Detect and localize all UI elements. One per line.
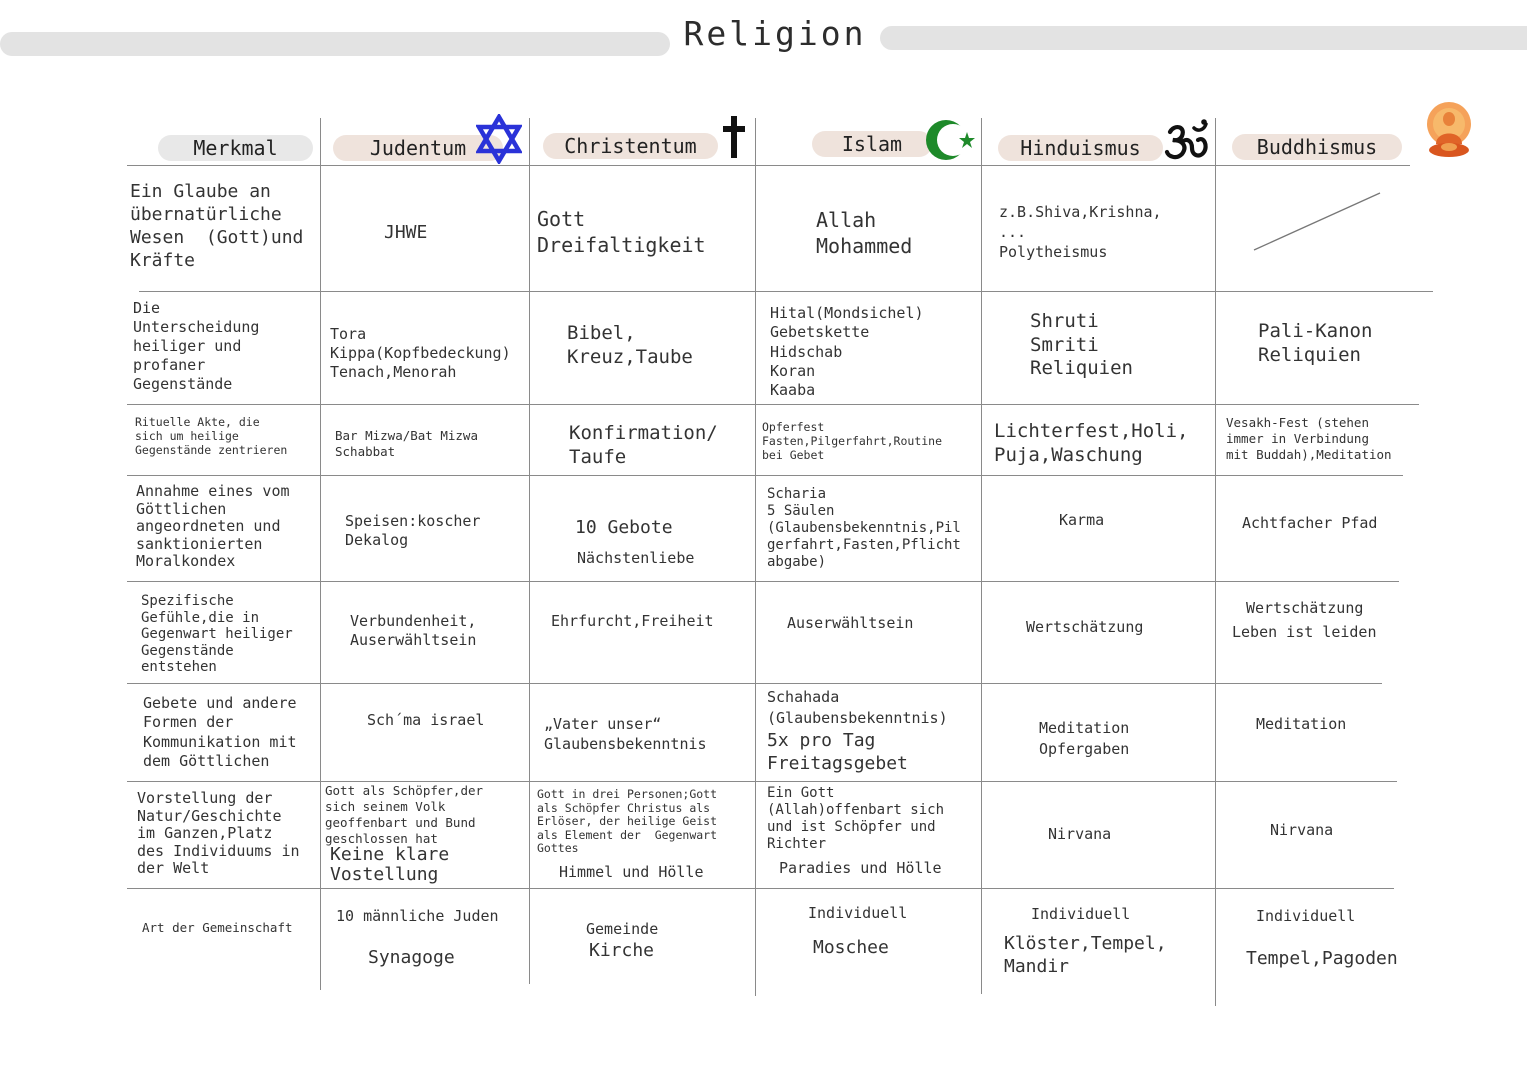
row3-buddhismus: Vesakh-Fest (stehen immer in Verbindung mit Buddah),Meditation: [1226, 415, 1392, 462]
row8-hinduismus-b: Klöster,Tempel, Mandir: [1004, 933, 1167, 977]
header-judentum: Judentum: [333, 135, 503, 161]
row3-judentum: Bar Mizwa/Bat Mizwa Schabbat: [335, 428, 478, 459]
row8-judentum-a: 10 männliche Juden: [336, 907, 499, 925]
header-buddhismus: Buddhismus: [1232, 134, 1402, 160]
row8-islam-b: Moschee: [813, 937, 889, 958]
crescent-star-icon: [924, 116, 978, 164]
row7-merkmal: Vorstellung der Natur/Geschichte im Ganzen,Platz des Individuums in der Welt: [137, 789, 300, 877]
row1-merkmal: Ein Glaube an übernatürliche Wesen (Gott)und Kräfte: [130, 181, 304, 271]
row4-hinduismus: Karma: [1059, 511, 1105, 529]
row2-buddhismus: Pali-Kanon Reliquien: [1258, 320, 1373, 366]
row6-islam-b: 5x pro Tag Freitagsgebet: [767, 730, 908, 774]
row7-hinduismus: Nirvana: [1048, 825, 1112, 843]
latin-cross-icon: [720, 114, 748, 160]
row5-christentum: Ehrfurcht,Freiheit: [551, 612, 714, 630]
row6-judentum: Sch´ma israel: [367, 711, 485, 729]
row2-christentum: Bibel, Kreuz,Taube: [567, 322, 693, 368]
col-divider-1: [320, 118, 321, 990]
row7-christentum-a: Gott in drei Personen;Gott als Schöpfer Christus als Erlöser, der heilige Geist als Element der Gegenwart Gottes: [537, 787, 718, 855]
row-divider-6: [127, 781, 1397, 782]
row1-islam: Allah Mohammed: [816, 208, 913, 258]
col-divider-5: [1215, 118, 1216, 1006]
header-merkmal: Merkmal: [158, 135, 313, 161]
row6-islam-a: Schahada (Glaubensbekenntnis): [767, 688, 948, 727]
row5-hinduismus: Wertschätzung: [1026, 618, 1144, 636]
row7-islam-b: Paradies und Hölle: [779, 859, 942, 877]
row3-christentum: Konfirmation/ Taufe: [569, 422, 718, 468]
row5-buddhismus-a: Wertschätzung: [1246, 599, 1364, 617]
row8-hinduismus-a: Individuell: [1031, 905, 1131, 923]
col-divider-4: [981, 118, 982, 994]
row4-christentum-b: Nächstenliebe: [577, 549, 695, 567]
row7-christentum-b: Himmel und Hölle: [559, 863, 704, 881]
row2-merkmal: Die Unterscheidung heiliger und profaner Gegenstände: [133, 299, 260, 393]
row5-merkmal: Spezifische Gefühle,die in Gegenwart heiliger Gegenstände entstehen: [141, 593, 293, 675]
row1-judentum: JHWE: [384, 222, 428, 243]
row8-christentum-b: Kirche: [589, 940, 655, 961]
header-hinduismus: Hinduismus: [998, 135, 1163, 161]
row-divider-1: [139, 291, 1433, 292]
row7-judentum-a: Gott als Schöpfer,der sich seinem Volk geoffenbart und Bund geschlossen hat: [325, 783, 484, 846]
row6-buddhismus: Meditation: [1256, 715, 1347, 733]
row3-hinduismus: Lichterfest,Holi, Puja,Waschung: [994, 420, 1189, 466]
row1-christentum: Gott Dreifaltigkeit: [537, 207, 706, 257]
row4-buddhismus: Achtfacher Pfad: [1242, 514, 1378, 532]
buddha-icon: [1424, 100, 1474, 160]
row-divider-3: [127, 475, 1403, 476]
row7-buddhismus: Nirvana: [1270, 821, 1334, 839]
empty-cell-slash: [1250, 188, 1385, 254]
row8-buddhismus-a: Individuell: [1256, 907, 1356, 925]
row1-hinduismus: z.B.Shiva,Krishna, ... Polytheismus: [999, 203, 1162, 261]
header-islam: Islam: [812, 131, 932, 157]
om-icon: [1164, 118, 1210, 162]
row3-merkmal: Rituelle Akte, die sich um heilige Gegenstände zentrieren: [135, 415, 288, 457]
row-divider-7: [127, 888, 1394, 889]
row8-merkmal: Art der Gemeinschaft: [142, 920, 293, 935]
row4-christentum-a: 10 Gebote: [575, 517, 673, 538]
header-christentum: Christentum: [543, 133, 718, 159]
col-divider-3: [755, 118, 756, 996]
row4-islam: Scharia 5 Säulen (Glaubensbekenntnis,Pil gerfahrt,Fasten,Pflicht abgabe): [767, 486, 961, 570]
col-divider-2: [529, 118, 530, 984]
row8-islam-a: Individuell: [808, 904, 908, 922]
row2-judentum: Tora Kippa(Kopfbedeckung) Tenach,Menorah: [330, 325, 511, 381]
row6-merkmal: Gebete und andere Formen der Kommunikation mit dem Göttlichen: [143, 694, 297, 770]
right-title-bar: [880, 26, 1527, 50]
row4-judentum: Speisen:koscher Dekalog: [345, 512, 481, 549]
row2-islam: Hital(Mondsichel) Gebetskette Hidschab Koran Kaaba: [770, 304, 924, 400]
page-title: Religion: [683, 14, 867, 53]
row8-christentum-a: Gemeinde: [586, 920, 659, 938]
row3-islam: Opferfest Fasten,Pilgerfahrt,Routine bei Gebet: [762, 420, 943, 462]
row4-merkmal: Annahme eines vom Göttlichen angeordneten und sanktionierten Moralkondex: [136, 482, 290, 570]
row5-judentum: Verbundenheit, Auserwähltsein: [350, 612, 477, 649]
left-title-bar: [0, 32, 670, 56]
star-of-david-icon: [476, 114, 522, 164]
row5-buddhismus-b: Leben ist leiden: [1232, 623, 1377, 641]
row-divider-4: [127, 581, 1399, 582]
row2-hinduismus: Shruti Smriti Reliquien: [1030, 310, 1133, 379]
row8-judentum-b: Synagoge: [368, 947, 455, 968]
row5-islam: Auserwähltsein: [787, 614, 914, 632]
row8-buddhismus-b: Tempel,Pagoden: [1246, 948, 1398, 969]
row7-islam-a: Ein Gott (Allah)offenbart sich und ist Schöpfer und Richter: [767, 785, 945, 852]
row6-hinduismus: Meditation Opfergaben: [1039, 719, 1130, 758]
row7-judentum-b: Keine klare Vostellung: [330, 844, 450, 885]
row6-christentum: „Vater unser“ Glaubensbekenntnis: [544, 715, 707, 753]
